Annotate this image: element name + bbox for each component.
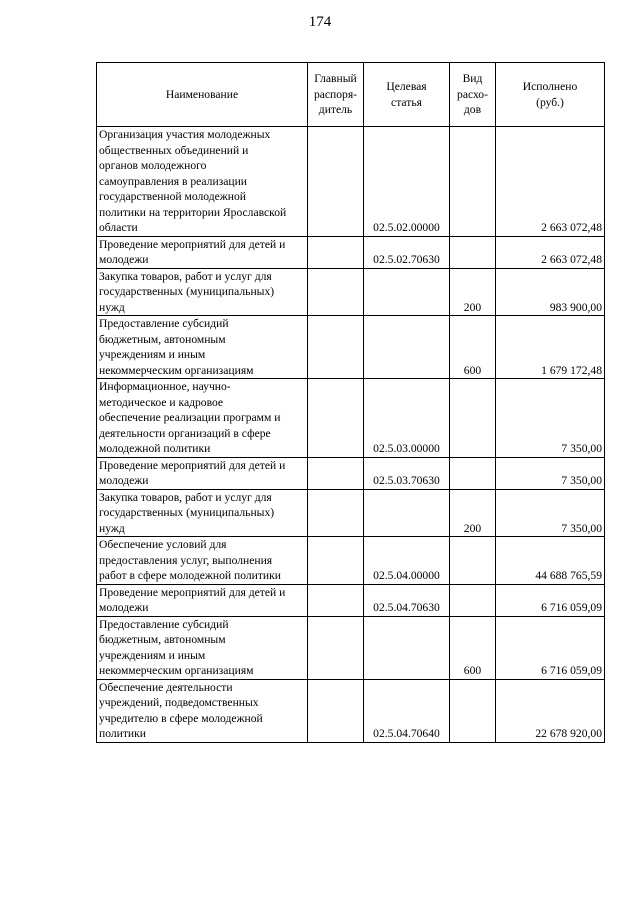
row-manager — [308, 679, 364, 742]
table-row — [97, 127, 605, 237]
row-amount: 7 350,00 — [496, 489, 605, 537]
row-name: Обеспечение условий для предоставления услуг, выполнения работ в сфере молодежной политики — [97, 537, 308, 585]
row-expense-type: 200 — [450, 489, 496, 537]
row-expense-type: 600 — [450, 616, 496, 679]
row-amount: 44 688 765,59 — [496, 537, 605, 585]
row-target-code: 02.5.02.00000 — [364, 127, 450, 237]
page-number: 174 — [308, 14, 332, 30]
row-name: Проведение мероприятий для детей и молодежи — [97, 584, 308, 616]
row-target-code: 02.5.04.70630 — [364, 584, 450, 616]
row-target-code — [364, 616, 450, 679]
row-target-code — [364, 316, 450, 379]
header-name: Наименование — [97, 63, 308, 127]
table-row — [97, 457, 605, 489]
row-amount: 6 716 059,09 — [496, 616, 605, 679]
table-row — [97, 489, 605, 537]
table-row — [97, 236, 605, 268]
row-name: Организация участия молодежных общественных объединений и органов молодежного самоуправления в реализации государственной молодежной политики на территории Ярославской области — [97, 127, 308, 237]
row-amount: 1 679 172,48 — [496, 316, 605, 379]
header-main-manager: Главный распоря- дитель — [308, 63, 364, 127]
row-expense-type — [450, 236, 496, 268]
row-manager — [308, 457, 364, 489]
expenditure-table — [96, 62, 605, 743]
row-target-code: 02.5.04.70640 — [364, 679, 450, 742]
row-name: Предоставление субсидий бюджетным, автономным учреждениям и иным некоммерческим организациям — [97, 616, 308, 679]
row-expense-type: 200 — [450, 268, 496, 316]
row-expense-type: 600 — [450, 316, 496, 379]
row-amount: 7 350,00 — [496, 379, 605, 458]
row-target-code: 02.5.04.00000 — [364, 537, 450, 585]
row-name: Проведение мероприятий для детей и молодежи — [97, 236, 308, 268]
row-name: Обеспечение деятельности учреждений, подведомственных учредителю в сфере молодежной политики — [97, 679, 308, 742]
row-name: Закупка товаров, работ и услуг для государственных (муниципальных) нужд — [97, 268, 308, 316]
row-target-code: 02.5.03.70630 — [364, 457, 450, 489]
row-amount: 2 663 072,48 — [496, 236, 605, 268]
table-row — [97, 679, 605, 742]
header-executed: Исполнено (руб.) — [496, 63, 605, 127]
row-target-code — [364, 489, 450, 537]
header-expense-type: Вид расхо- дов — [450, 63, 496, 127]
table-row — [97, 268, 605, 316]
row-manager — [308, 316, 364, 379]
table-row — [97, 316, 605, 379]
row-name: Закупка товаров, работ и услуг для государственных (муниципальных) нужд — [97, 489, 308, 537]
row-manager — [308, 537, 364, 585]
row-target-code: 02.5.03.00000 — [364, 379, 450, 458]
row-manager — [308, 268, 364, 316]
row-expense-type — [450, 537, 496, 585]
row-amount: 22 678 920,00 — [496, 679, 605, 742]
row-name: Информационное, научно- методическое и кадровое обеспечение реализации программ и деятельности организаций в сфере молодежной политики — [97, 379, 308, 458]
row-manager — [308, 379, 364, 458]
row-amount: 2 663 072,48 — [496, 127, 605, 237]
row-manager — [308, 584, 364, 616]
row-target-code — [364, 268, 450, 316]
row-name: Проведение мероприятий для детей и молодежи — [97, 457, 308, 489]
row-expense-type — [450, 679, 496, 742]
table-row — [97, 537, 605, 585]
row-manager — [308, 127, 364, 237]
row-amount: 6 716 059,09 — [496, 584, 605, 616]
row-expense-type — [450, 457, 496, 489]
row-expense-type — [450, 127, 496, 237]
header-target-item: Целевая статья — [364, 63, 450, 127]
table-row — [97, 584, 605, 616]
row-manager — [308, 616, 364, 679]
row-name: Предоставление субсидий бюджетным, автономным учреждениям и иным некоммерческим организациям — [97, 316, 308, 379]
row-manager — [308, 489, 364, 537]
row-manager — [308, 236, 364, 268]
table-row — [97, 616, 605, 679]
table-row — [97, 379, 605, 458]
table-header-row — [97, 63, 605, 127]
row-amount: 7 350,00 — [496, 457, 605, 489]
row-expense-type — [450, 379, 496, 458]
row-amount: 983 900,00 — [496, 268, 605, 316]
row-expense-type — [450, 584, 496, 616]
row-target-code: 02.5.02.70630 — [364, 236, 450, 268]
